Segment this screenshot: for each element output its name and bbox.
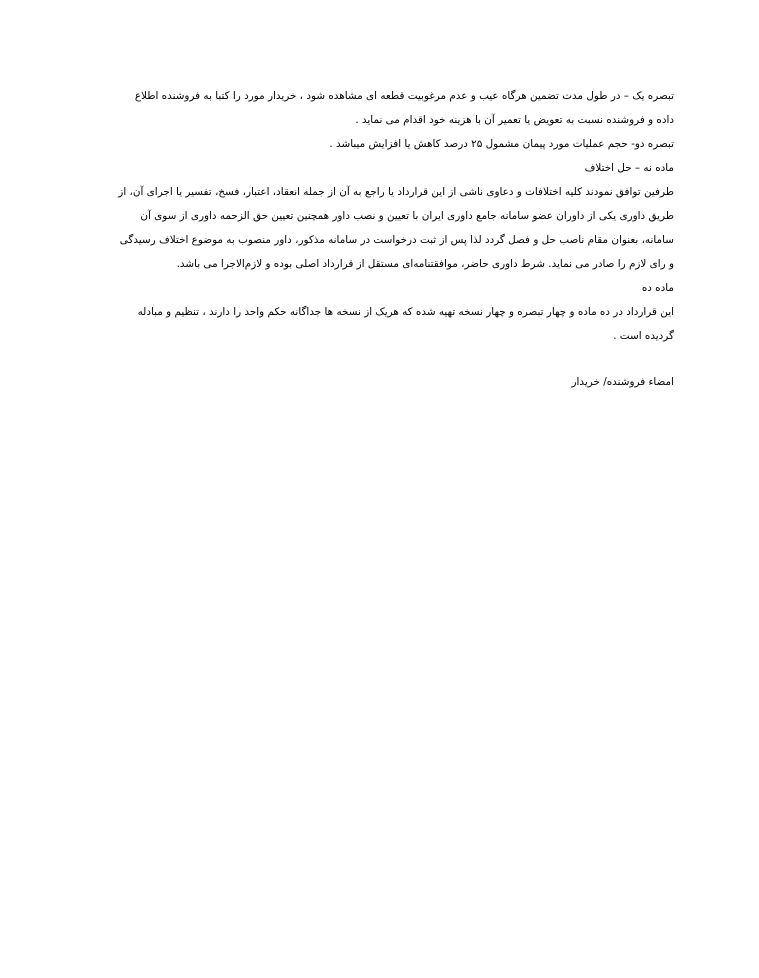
article-nine-title (88, 156, 674, 180)
article-ten-line-1: این قرارداد در ده ماده و چهار تبصره و چهار نسخه تهیه شده که هریک از نسخه ها جداگانه حکم واحد را دارند ، تنظیم و مبادله (137, 306, 674, 318)
note-one-line-2: داده و فروشنده نسبت به تعویض یا تعمیر آن با هزینه خود اقدام می نماید . (355, 114, 674, 126)
article-ten-heading: ماده ده (641, 282, 674, 294)
note-two-line: تبصره دو- حجم عملیات مورد پیمان مشمول ۲۵ درصد کاهش یا افزایش میباشد . (329, 138, 674, 150)
article-nine-line-1: طرفین توافق نمودند کلیه اختلافات و دعاوی ناشی از این قرارداد یا راجع به آن از جمله انعقاد، اعتبار، فسخ، تفسیر یا اجرای آن، از (118, 186, 674, 198)
article-nine-line-2: طریق داوری یکی از داوران عضو سامانه جامع داوری ایران با تعیین و نصب داور همچنین تعیین حق الزحمه داوری از سوی آن (140, 210, 674, 222)
article-nine-line-4: و رای لازم را صادر می نماید. شرط داوری حاضر، موافقتنامه‌ای مستقل از قرارداد اصلی بوده و لازم‌الاجرا می باشد. (176, 258, 674, 270)
note-two (88, 132, 674, 156)
article-ten-title (88, 276, 674, 300)
signature-block (88, 370, 674, 394)
article-ten-body (88, 300, 674, 348)
article-nine-heading: ماده نه – حل اختلاف (584, 162, 674, 174)
note-one (88, 84, 674, 132)
article-nine-body (88, 180, 674, 276)
note-one-line-1: تبصره یک – در طول مدت تضمین هرگاه عیب و عدم مرغوبیت قطعه ای مشاهده شود ، خریدار مورد را کتبا به فروشنده اطلاع (134, 90, 674, 102)
article-ten-line-2: گردیده است . (613, 330, 674, 342)
article-nine-line-3: سامانه، بعنوان مقام ناصب حل و فصل گردد لذا پس از ثبت درخواست در سامانه مذکور، داور منصوب به موضوع اختلاف رسیدگی (119, 234, 674, 246)
signature-spacer (88, 348, 674, 370)
signature-line: امضاء فروشنده/ خریدار (571, 376, 674, 388)
document-page (88, 84, 674, 394)
